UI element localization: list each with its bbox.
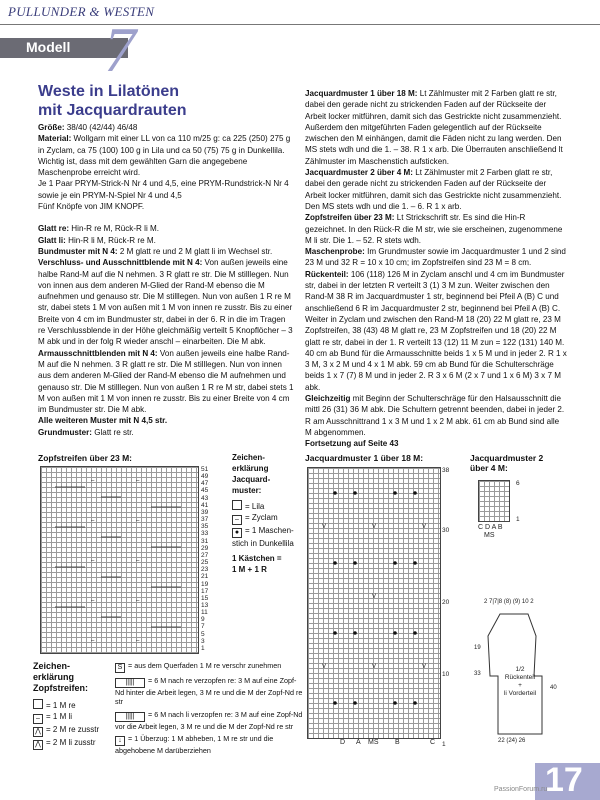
paragraph-heading: Armausschnittblenden mit N 4:	[38, 348, 158, 358]
paragraph-text: Im Grundmuster sowie im Jacquardmuster 1 und 2 sind 23 M und 32 R = 10 x 10 cm; im Zopfstreifen sind 23 M = 8 cm.	[305, 247, 566, 268]
paragraph	[38, 415, 294, 426]
page-header	[0, 0, 600, 85]
jacq1-title: Jacquardmuster 1 über 18 M:	[305, 453, 424, 463]
row-number: 51	[201, 466, 209, 473]
paragraph	[305, 88, 567, 167]
cable-right-icon: |||||	[115, 678, 145, 688]
paragraph-text: Lt Strickschrift str. Es sind die Hin-R gezeichnet. In den Rück-R die M str, wie sie erscheinen, zugenommene M li str. Die 1. – 52. R stets wdh.	[305, 213, 563, 245]
svg-text:V: V	[322, 664, 327, 670]
legend-title-line: Jacquard-	[232, 475, 271, 484]
col-letter: A	[491, 524, 496, 531]
kaestchen-value: 1 M + 1 R	[232, 565, 267, 574]
row-label: 10	[442, 671, 450, 678]
legend-item-li-zusstr	[33, 737, 105, 750]
paragraph	[38, 201, 294, 212]
schematic-top-labels	[484, 598, 534, 606]
dim-label: (9)	[512, 599, 521, 605]
paragraph-heading: Jacquardmuster 2 über 4 M:	[305, 168, 413, 178]
jacq2-letters	[478, 524, 503, 540]
svg-text:–: –	[136, 638, 140, 644]
paragraph-text: 2 M glatt re und 2 M glatt li im Wechsel str.	[117, 246, 273, 256]
row-label: 1	[516, 516, 520, 523]
cable-left-icon: |||||	[115, 712, 145, 722]
arrow-label: C	[430, 739, 436, 746]
legend-text: = 2 M li zusstr	[46, 738, 96, 747]
paragraph	[38, 223, 294, 234]
jacq2-chart-grid	[478, 480, 510, 522]
row-number: 29	[201, 544, 209, 552]
row-number: 37	[201, 516, 209, 524]
paragraph	[38, 257, 294, 347]
legend-item-increase	[115, 661, 305, 673]
paragraph-heading: Alle weiteren Muster mit N 4,5 str.	[38, 416, 168, 426]
center-line: 1/2	[515, 666, 525, 673]
paragraph-text: 106 (118) 126 M in Zyclam anschl und 4 cm im Bundmuster str, dabei in der letzten R verteilt 3 (1) 3 M zun. Weiter zwischen den Rand-M 38 R im Jacquardmuster 1 str, beginnend bei Pfeil A (B) C und anschließend 6 R im Jacquardmuster 2 str, beginnend bei Pfeil A (B) C. Weiter in Zyclam und zwischen den Rand-M 18 (20) 22 M glatt re, 23 M Zopfstreifen, 38 (43) 48 M glatt re, 23 M Zopfstreifen und 18 (20) 22 M glatt re str, dabei in der 1. R verteilt 13 (12) 11 M zun = 122 (131) 140 M. 40 cm ab Bund für die Armausschnitte beids 1 x 5 M und in jeder 2. R 1 x 3 M, 3 x 2 M und 4 x 1 M abk. 59 cm ab Bund für die Schulterschräge beids 1 x 7 (7) 8 M und in jeder 2. R 3 x 6 M (2 x 7 und 1 x 6 M) 3 x 7 M abk.	[305, 269, 567, 392]
col-letter: C	[478, 524, 484, 531]
jacq1-chart-marks	[308, 468, 440, 738]
site-watermark: PassionForum.ru	[494, 786, 548, 793]
legend-text: = 1 M re	[46, 701, 76, 710]
svg-text:V: V	[372, 594, 377, 600]
legend-title-line: Zeichen-	[33, 661, 71, 671]
dot-box-icon: ●	[232, 528, 242, 538]
dim-label: (8)	[503, 599, 512, 605]
paragraph-heading: Grundmuster:	[38, 427, 92, 437]
paragraph	[38, 427, 294, 438]
row-number: 47	[201, 480, 209, 488]
page-number: 17	[545, 761, 583, 799]
paragraph	[38, 246, 294, 257]
row-number: 1	[201, 644, 205, 652]
empty-box-icon	[33, 699, 43, 709]
row-number: 27	[201, 551, 209, 559]
jacq2-title	[470, 453, 543, 473]
title-line-1: Weste in Lilatönen	[38, 83, 180, 100]
center-line: li Vorderteil	[503, 690, 537, 697]
row-number: 33	[201, 530, 209, 538]
paragraph-heading: Bundmuster mit N 4:	[38, 246, 118, 256]
svg-text:V: V	[372, 664, 377, 670]
row-number: 41	[201, 501, 209, 509]
right-text-column	[305, 88, 567, 450]
paragraph-text: Je 1 Paar PRYM-Strick-N Nr 4 und 4,5, eine PRYM-Rundstrick-N Nr 4 sowie je ein PRYM-N-Spiel Nr 4 und 4,5	[38, 179, 289, 200]
paragraph-heading: Größe:	[38, 123, 65, 132]
schematic-right-labels	[550, 684, 557, 692]
svg-text:–: –	[91, 598, 95, 604]
row-number: 15	[201, 594, 209, 602]
decrease-icon: ⋀	[33, 727, 43, 737]
legend-item-re-zusstr	[33, 724, 105, 737]
zopf-legend-items	[33, 699, 105, 750]
row-number: 21	[201, 573, 209, 581]
header-divider	[0, 24, 600, 25]
center-line: Rückenteil	[504, 674, 536, 681]
page-number-box	[535, 763, 600, 800]
slip-decrease-icon: ↓	[115, 736, 125, 746]
paragraph-heading: Verschluss- und Ausschnittblende mit N 4:	[38, 258, 203, 268]
paragraph-heading: Fortsetzung auf Seite 43	[305, 439, 399, 449]
row-number: 19	[201, 580, 209, 588]
jacq2-title-line: Jacquardmuster 2	[470, 453, 544, 463]
row-number: 49	[201, 473, 209, 481]
row-number: 45	[201, 487, 209, 495]
legend-title-line: erklärung	[33, 672, 75, 682]
schematic-bottom-label: 22 (24) 26	[498, 738, 526, 744]
row-number: 5	[201, 630, 205, 638]
zopf-chart-grid	[40, 466, 199, 654]
paragraph	[38, 133, 294, 178]
paragraph-text: Glatt re str.	[91, 427, 134, 437]
jacq1-chart-grid	[307, 467, 441, 739]
paragraph	[305, 438, 567, 449]
jacquard-legend-items	[232, 500, 304, 575]
left-text-column	[38, 82, 294, 438]
paragraph-heading: Glatt li:	[38, 235, 66, 245]
svg-text:–: –	[91, 478, 95, 484]
dim-label: 2	[484, 599, 488, 605]
paragraph	[305, 167, 567, 212]
row-number: 23	[201, 566, 209, 574]
legend-text: = aus dem Querfaden 1 M re verschr zunehmen	[128, 661, 282, 670]
legend-text: = Lila	[245, 502, 265, 511]
paragraph-heading: Material:	[38, 134, 72, 144]
svg-text:–: –	[91, 518, 95, 524]
row-number: 3	[201, 637, 205, 645]
legend-title-line: Zopfstreifen:	[33, 683, 88, 693]
dash-box-icon: –	[33, 714, 43, 724]
article-title	[38, 82, 294, 120]
jacq1-row-labels	[442, 467, 449, 749]
svg-text:V: V	[372, 524, 377, 530]
legend-title-line: muster:	[232, 486, 262, 495]
svg-text:V: V	[422, 664, 427, 670]
legend-item-cable-right	[115, 676, 305, 707]
zopf-legend-title	[33, 661, 88, 694]
row-label: 38	[442, 467, 450, 474]
zopf-legend-items-2	[115, 661, 305, 755]
paragraph	[305, 393, 567, 438]
row-label: 30	[442, 527, 450, 534]
paragraph-text: 38/40 (42/44) 46/48	[64, 123, 138, 132]
legend-item-re	[33, 699, 105, 711]
row-number: 7	[201, 623, 205, 631]
legend-item-zyclam	[232, 512, 304, 525]
paragraph-text: Von außen jeweils eine halbe Rand-M auf die N nehmen. 3 R glatt re str. Die M stilllegen. Nun von innen aus dem anderen M-Glied der Rand-M ebenso die M aufnehmen und genauso str. Die M stilllegen. Nun von außen 1 R re M str, dabei stets 1 M von außen mit 1 M von innen re zusstr. Bis zu einer Breite von 4 cm im Bundmuster str, dabei in der 6. R in die im Tragen re Verschlussblende in der Höhe gleichmäßig verteilt 5 Knopflöcher – 3 M abk und in der folg R wieder anschl – einarbeiten. Die M abk.	[38, 258, 293, 347]
col-letter: B	[497, 524, 503, 531]
svg-text:V: V	[322, 524, 327, 530]
arrow-label: B	[395, 739, 400, 746]
legend-text: = 1 Überzug: 1 M abheben, 1 M re str und die abgehobene M darüberziehen	[115, 733, 274, 755]
paragraph-heading: Zopfstreifen über 23 M:	[305, 213, 395, 223]
empty-box-icon	[232, 500, 242, 510]
paragraph-text: mit Beginn der Schulterschräge für den Halsausschnitt die mittl 26 (31) 36 M abk. Die Schultern getrennt beenden, dabei in jeder 2. R am Ausschnittrand 1 x 3 M und 1 x 2 M abk. 61 cm ab Bund sind alle M abgenommen.	[305, 394, 565, 437]
jacq2-title-line: über 4 M:	[470, 463, 508, 473]
paragraph	[305, 269, 567, 393]
paragraph-heading: Glatt re:	[38, 224, 70, 234]
paragraph-heading: Jacquardmuster 1 über 18 M:	[305, 89, 418, 98]
schematic-left-labels	[474, 644, 481, 678]
paragraph	[305, 246, 567, 269]
paragraph-heading: Maschenprobe:	[305, 247, 365, 257]
zopf-chart-title: Zopfstreifen über 23 M:	[38, 453, 132, 463]
svg-text:–: –	[136, 518, 140, 524]
row-number: 43	[201, 494, 209, 502]
modell-number: 7	[104, 14, 136, 85]
paragraph-heading: Gleichzeitig	[305, 394, 351, 404]
legend-title-line: Zeichen-	[232, 453, 265, 462]
zopf-row-numbers	[201, 466, 208, 652]
legend-item-ueberzug	[115, 734, 305, 755]
increase-icon: S	[115, 663, 125, 673]
legend-title-line: erklärung	[232, 464, 269, 473]
svg-text:–: –	[91, 558, 95, 564]
legend-text: = Zyclam	[245, 513, 278, 522]
legend-item-dunkellila	[232, 525, 304, 549]
arrow-label: A	[356, 739, 361, 746]
arrow-label: D	[340, 739, 346, 746]
magazine-section-title: PULLUNDER & WESTEN	[8, 4, 155, 19]
paragraph-text: Hin-R li M, Rück-R re M.	[65, 235, 156, 245]
dim-label: 10	[521, 599, 529, 605]
dim-label: 7|7|8	[489, 599, 503, 605]
arrow-label: MS	[368, 739, 379, 746]
legend-item-li	[33, 711, 105, 724]
paragraph-text: Von außen jeweils eine halbe Rand-M auf die N nehmen. 3 R glatt re str. Die M stilllegen. Nun von innen aus dem anderen M-Glied der Rand-M ebenso die M aufnehmen und genauso str. Die M stilllegen. Nun von außen 1 R re M str, dabei stets 1 M von außen mit 1 M von innen re zusstr. Bis zu einer Breite von 4 cm im Bundmuster str. Die M abk.	[38, 348, 294, 415]
legend-item-cable-left	[115, 710, 305, 731]
right-paragraphs	[305, 88, 567, 450]
paragraph	[38, 122, 294, 133]
row-number: 31	[201, 537, 209, 545]
paragraph	[305, 212, 567, 246]
row-label: 20	[442, 599, 450, 606]
row-number: 9	[201, 616, 205, 624]
paragraph	[38, 348, 294, 416]
col-letter: D	[485, 524, 491, 531]
paragraph-heading: Rückenteil:	[305, 269, 349, 279]
paragraph-text: Wollgarn mit einer LL von ca 110 m/25 g: ca 225 (250) 275 g in Zyclam, ca 75 (100) 100 g in Lila und ca 50 (75) 75 g in Dunkellila. Wichtig ist, dass mit dem gewählten Garn die angegebene Maschenprobe erreicht wird.	[38, 134, 291, 178]
row-number: 11	[201, 609, 208, 617]
modell-label: Modell	[26, 39, 71, 55]
zopf-chart-marks	[41, 467, 198, 653]
left-paragraphs	[38, 122, 294, 438]
paragraph-text: Fünf Knöpfe von JIM KNOPF.	[38, 202, 145, 212]
dim-label: 19	[474, 645, 481, 651]
legend-text: = 6 M nach li verzopfen re: 3 M auf eine Zopf-Nd vor die Arbeit legen, 3 M re und die M der Zopf-Nd re str	[115, 709, 303, 731]
row-label: 1	[442, 741, 446, 748]
decrease-purl-icon: ⋀	[33, 740, 43, 750]
row-number: 13	[201, 601, 209, 609]
dim-label: 33	[474, 671, 481, 677]
kaestchen-label: 1 Kästchen =	[232, 554, 282, 563]
paragraph	[38, 178, 294, 201]
ms-label: MS	[484, 532, 495, 539]
paragraph-text: Lt Zählmuster mit 2 Farben glatt re str, dabei den gerade nicht zu strickenden Faden auf der Rückseite der Arbeit locker mitführen, damit sich das Gestrickte nicht zusammenzieht. Außerdem den mitgeführten Faden gelegentlich auf der Rückseite zwischen den M einhängen, damit die Fäden nicht zu lang werden. Den MS stets wdh und die 1. – 38. R 1 x arb. Die Überrauten anschließend lt Zählmuster im Maschenstich aufsticken.	[305, 89, 563, 166]
paragraph-text: Lt Zählmuster mit 2 Farben glatt re str, dabei den gerade nicht zu strickenden Faden auf der Rückseite der Arbeit locker mitführen, damit sich das Gestrickte nicht zusammenzieht. Den MS stets wdh und die 1. – 6. R 1 x arb.	[305, 168, 562, 211]
paragraph	[38, 235, 294, 246]
svg-text:–: –	[136, 558, 140, 564]
dim-label: 40	[550, 685, 557, 691]
svg-text:V: V	[422, 524, 427, 530]
row-number: 25	[201, 559, 209, 567]
legend-item-lila	[232, 500, 304, 512]
jacq2-row-labels	[516, 480, 520, 524]
svg-text:–: –	[91, 638, 95, 644]
schematic-diagram	[470, 596, 570, 746]
schematic-center-label	[500, 666, 540, 698]
legend-text: = 1 M li	[46, 712, 73, 721]
svg-text:–: –	[136, 478, 140, 484]
center-line: +	[518, 682, 522, 689]
legend-text: = 1 Maschen-stich in Dunkellila	[232, 526, 294, 548]
paragraph-gap	[38, 212, 294, 223]
svg-text:–: –	[136, 598, 140, 604]
row-number: 39	[201, 508, 209, 516]
row-number: 35	[201, 523, 209, 531]
dim-label: 2	[530, 599, 534, 605]
title-line-2: mit Jacquardrauten	[38, 102, 187, 119]
legend-text: = 6 M nach re verzopfen re: 3 M auf eine Zopf-Nd hinter die Arbeit legen, 3 M re und die M der Zopf-Nd re str	[115, 676, 303, 707]
row-label: 6	[516, 480, 520, 487]
dash-box-icon: –	[232, 515, 242, 525]
row-number: 17	[201, 587, 209, 595]
jacquard-legend-title	[232, 452, 302, 496]
paragraph-text: Hin-R re M, Rück-R li M.	[69, 224, 159, 234]
legend-text: = 2 M re zusstr	[46, 725, 100, 734]
